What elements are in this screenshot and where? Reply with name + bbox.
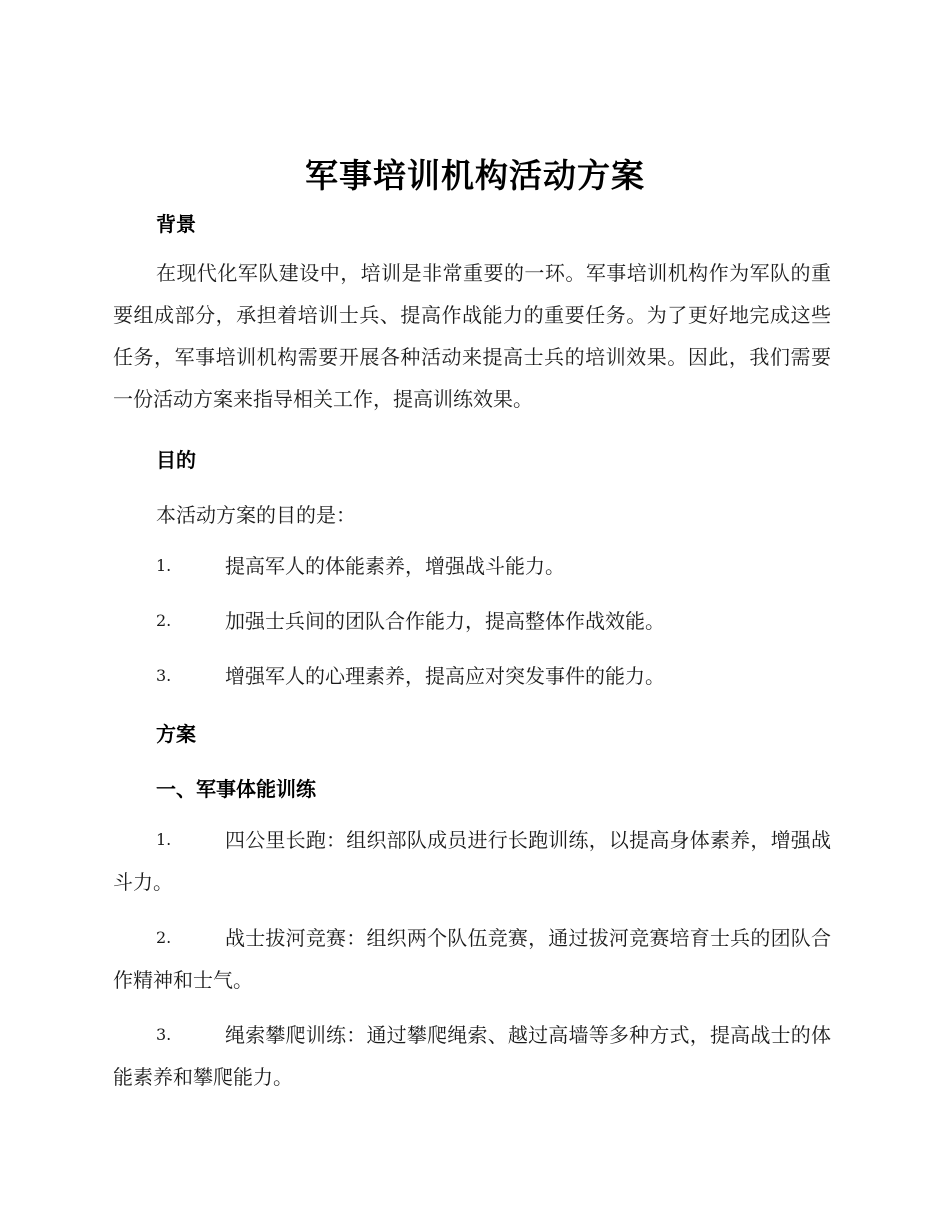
purpose-item-2 bbox=[113, 600, 831, 642]
section1-item-2 bbox=[113, 917, 831, 1001]
purpose-heading: 目的 bbox=[156, 448, 196, 472]
list-number: 1. bbox=[156, 830, 172, 849]
list-item-text: 战士拔河竞赛：组织两个队伍竞赛，通过拔河竞赛培育士兵的团队合作精神和士气。 bbox=[113, 926, 831, 992]
section1-heading: 一、军事体能训练 bbox=[156, 777, 316, 801]
list-number: 2. bbox=[156, 611, 172, 630]
document-title: 军事培训机构活动方案 bbox=[305, 156, 645, 195]
section1-item-3 bbox=[113, 1014, 831, 1098]
purpose-item-3 bbox=[113, 655, 831, 697]
list-item-text: 加强士兵间的团队合作能力，提高整体作战效能。 bbox=[225, 609, 665, 633]
section1-item-1 bbox=[113, 819, 831, 903]
list-number: 3. bbox=[156, 666, 172, 685]
purpose-intro: 本活动方案的目的是： bbox=[156, 503, 356, 527]
list-number: 1. bbox=[156, 556, 172, 575]
list-number: 3. bbox=[156, 1025, 172, 1044]
list-item-text: 四公里长跑：组织部队成员进行长跑训练，以提高身体素养，增强战斗力。 bbox=[113, 828, 831, 894]
list-item-text: 增强军人的心理素养，提高应对突发事件的能力。 bbox=[225, 664, 665, 688]
purpose-item-1 bbox=[113, 545, 831, 587]
background-paragraph: 在现代化军队建设中，培训是非常重要的一环。军事培训机构作为军队的重要组成部分，承担着培训士兵、提高作战能力的重要任务。为了更好地完成这些任务，军事培训机构需要开展各种活动来提高士兵的培训效果。因此，我们需要一份活动方案来指导相关工作，提高训练效果。 bbox=[113, 261, 831, 411]
list-item-text: 绳索攀爬训练：通过攀爬绳索、越过高墙等多种方式，提高战士的体能素养和攀爬能力。 bbox=[113, 1023, 831, 1089]
list-item-text: 提高军人的体能素养，增强战斗能力。 bbox=[225, 554, 565, 578]
list-number: 2. bbox=[156, 928, 172, 947]
background-heading: 背景 bbox=[156, 212, 196, 236]
plan-heading: 方案 bbox=[156, 722, 196, 746]
